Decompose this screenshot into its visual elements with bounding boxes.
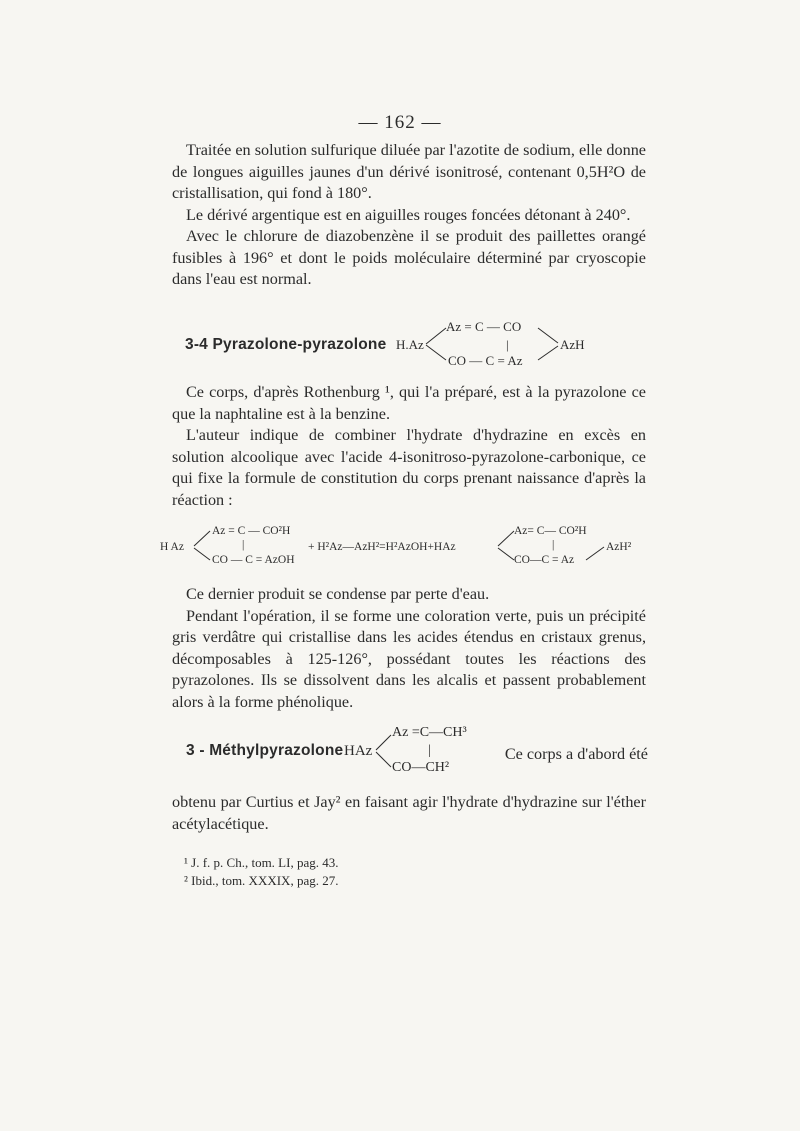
formula-bar: | (428, 743, 431, 758)
formula-bar: | (506, 337, 509, 352)
paragraph: Traitée en solution sulfurique diluée par l'azotite de sodium, elle donne de longues aiguilles jaunes d'un dérivé isonitrosé, contenant 0,5H²O de cristallisation, qui fond à 180°. (172, 141, 646, 202)
footnotes (184, 854, 338, 890)
pyrazolone-pyrazolone-formula (396, 318, 616, 368)
reaction-bonds (160, 520, 650, 572)
formula-left: H.Az (396, 337, 424, 352)
reaction-right-bar: | (552, 539, 555, 551)
page-number: — 162 — (358, 112, 442, 133)
paragraph: Ce dernier produit se condense par perte d'eau. (186, 585, 490, 603)
paragraph: Le dérivé argentique est en aiguilles rouges foncées détonant à 240°. (186, 205, 631, 224)
formula-right: AzH (560, 337, 585, 352)
methylpyrazolone-formula (344, 724, 494, 776)
reaction-left-bottom: CO — C = AzOH (212, 554, 295, 566)
paragraph: L'auteur indique de combiner l'hydrate d'hydrazine en excès en solution alcoolique avec l'acide 4-isonitroso-pyrazolone-carbonique, ce qui fixe la formule de constitution du corps prenant naissance d'après la réaction : (172, 426, 646, 509)
formula-bottom: CO — C = Az (448, 353, 523, 368)
formula-bonds (344, 724, 494, 778)
footnote-1: ¹ J. f. p. Ch., tom. LI, pag. 43. (184, 855, 339, 870)
paragraph: Avec le chlorure de diazobenzène il se produit des paillettes orangé fusibles à 196° et dont le poids moléculaire déterminé par cryoscopie dans l'eau est normal. (172, 227, 646, 288)
formula-top: Az = C — CO (446, 319, 522, 334)
formula-left: HAz (344, 743, 373, 759)
reaction-right-end: AzH² (606, 541, 632, 553)
formula-bonds (396, 318, 616, 370)
trailing-text: Ce corps a d'abord été (504, 745, 648, 763)
final-paragraph (172, 792, 646, 835)
reaction-left-top: Az = C — CO²H (212, 525, 291, 537)
reaction-left-bar: | (242, 539, 245, 551)
section-heading-methylpyrazolone (186, 742, 343, 760)
reaction-left-h: H Az (160, 541, 184, 553)
heading-text: 3 - Méthylpyrazolone (186, 742, 344, 759)
middle-paragraphs (172, 382, 646, 511)
section-heading-pyrazolone-pyrazolone: 3-4 Pyrazolone-pyrazolone (185, 336, 387, 353)
reaction-right-top: Az= C— CO²H (514, 525, 587, 537)
formula-top: Az =C—CH³ (392, 725, 467, 740)
paragraph: obtenu par Curtius et Jay² en faisant agir l'hydrate d'hydrazine sur l'éther acétylacétique. (172, 793, 646, 833)
top-paragraphs (172, 140, 646, 291)
methylpyrazolone-trailing (484, 744, 648, 766)
reaction-middle: + H²Az—AzH²=H²AzOH+HAz (308, 541, 456, 553)
formula-bottom: CO—CH² (392, 760, 450, 775)
reaction-equation (160, 520, 650, 570)
footnote-2: ² Ibid., tom. XXXIX, pag. 27. (184, 873, 339, 888)
paragraph: Ce corps, d'après Rothenburg ¹, qui l'a préparé, est à la pyrazolone ce que la naphtaline est à la benzine. (172, 383, 646, 423)
after-reaction-paragraphs (172, 584, 646, 713)
reaction-right-bottom: CO—C = Az (514, 554, 575, 566)
paragraph: Pendant l'opération, il se forme une coloration verte, puis un précipité gris verdâtre qui cristallise dans les acides étendus en cristaux grenus, décomposables à 125-126°, possédant toutes les réactions des pyrazolones. Ils se dissolvent dans les alcalis et passent probablement alors à la forme phénolique. (172, 606, 646, 711)
